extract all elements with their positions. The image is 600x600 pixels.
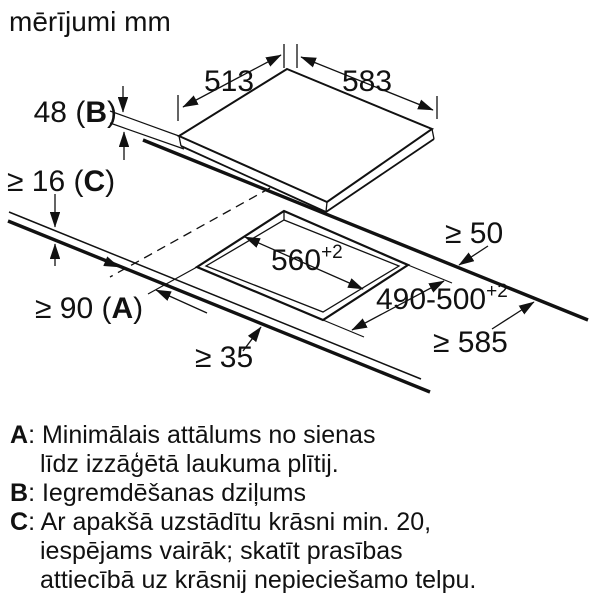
dim-label-16-C: ≥ 16 (C) [7,165,116,198]
dim-label-490-500: $490-500^{+2}$ [376,281,508,316]
dim-label-513: 513 [203,65,255,98]
legend-note-C-line-1: C: Ar apakšā uzstādītu krāsni min. 20, [10,508,432,536]
legend [10,421,595,595]
ext-line-48-bottom [110,123,184,149]
leader-585 [492,302,534,329]
ext-line-490-right [408,265,452,283]
diagram-title: mērījumi mm [9,6,171,37]
dim-label-35: ≥ 35 [195,341,254,374]
dim-label-583: 583 [341,65,393,98]
dim-label-50: ≥ 50 [445,217,504,250]
wall-projection-dashed-line [110,188,270,277]
legend-note-C-line-2: iespējams vairāk; skatīt prasības [40,537,403,565]
legend-note-C-line-3: attiecībā uz krāsnij nepieciešamo telpu. [40,566,477,594]
legend-note-A-line-2: līdz izzāģētā laukuma plītij. [40,450,339,478]
dim-label-560: $560^{+2}$ [271,242,343,277]
ext-line-48-top [110,111,179,136]
legend-note-A-line-1: A: Minimālais attālums no sienas [10,421,376,449]
dim-label-90-A: ≥ 90 (A) [35,292,144,325]
hob-edge-drop-right [432,129,434,139]
dim-arrow-90-right [156,290,207,313]
legend-note-B-line-1: B: Iegremdēšanas dziļums [10,479,306,507]
ext-line-490-bottom [323,320,364,337]
dim-label-48-B: 48 (B) [33,96,117,129]
dim-label-585: ≥ 585 [433,326,508,359]
dim-arrow-90-left [76,249,119,267]
